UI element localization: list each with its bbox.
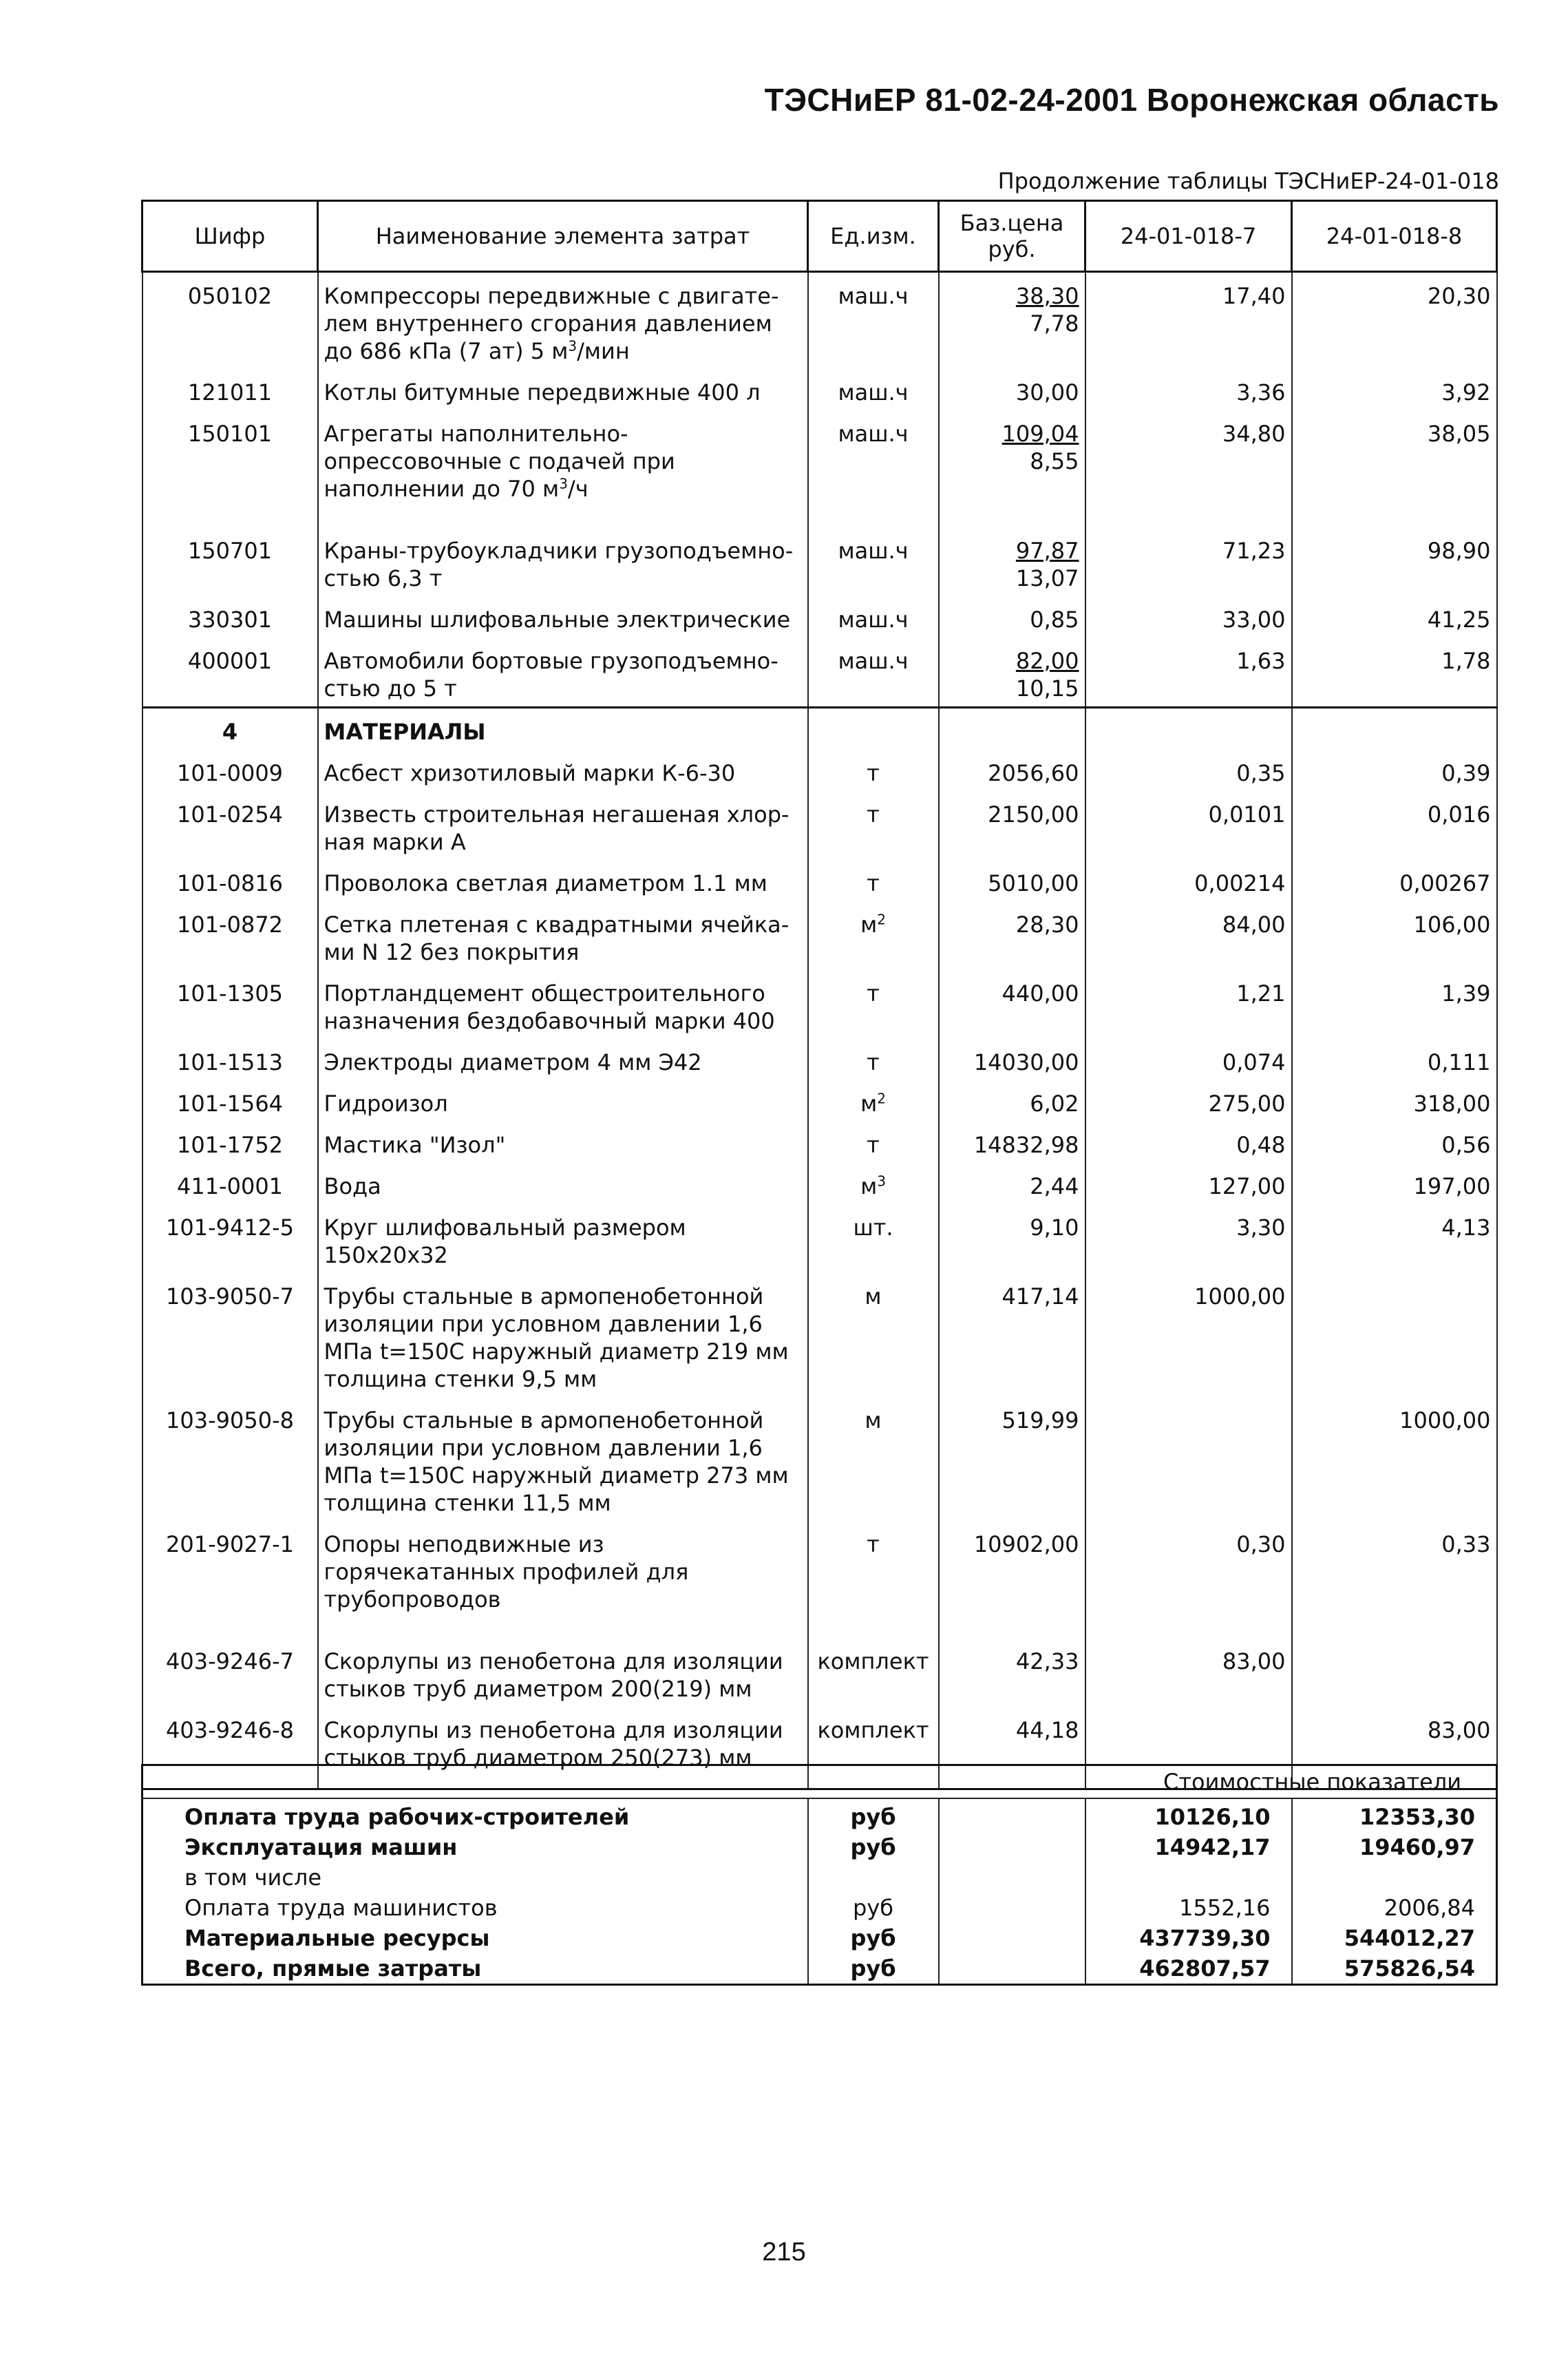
row-name: Трубы стальные в армопенобетонной изоляции при условном давлении 1,6 МПа t=150С наружный диаметр 273 мм толщина стенки 11,5 мм (318, 1397, 808, 1521)
section-row (142, 708, 1497, 750)
row-price: 0,85 (1030, 607, 1079, 633)
row-name: Краны-трубоукладчики грузоподъемно-стью 6,3 т (318, 507, 808, 596)
row-price-wage: 7,78 (1030, 311, 1079, 337)
summary-empty-cell (939, 1832, 1085, 1862)
summary-value-b: 2006,84 (1292, 1893, 1497, 1923)
row-unit: маш.ч (808, 596, 939, 638)
summary-value-a: 14942,17 (1085, 1832, 1292, 1862)
summary-unit: руб (808, 1893, 939, 1923)
row-unit: т (808, 970, 939, 1039)
table-row (142, 901, 1497, 970)
row-price: 2056,60 (939, 750, 1085, 791)
row-unit: т (808, 750, 939, 791)
row-name: Котлы битумные передвижные 400 л (318, 369, 808, 410)
table-row (142, 970, 1497, 1039)
summary-unit: руб (808, 1953, 939, 1985)
row-price: 440,00 (939, 970, 1085, 1039)
row-value-b: 38,05 (1292, 410, 1497, 507)
row-value-b: 3,92 (1292, 369, 1497, 410)
row-unit: т (808, 791, 939, 860)
summary-row (142, 1798, 1497, 1832)
summary-value-a: 1552,16 (1085, 1893, 1292, 1923)
row-value-b: 106,00 (1292, 901, 1497, 970)
row-value-a: 0,35 (1085, 750, 1292, 791)
cost-summary-table (141, 1764, 1498, 1986)
row-value-a: 71,23 (1085, 507, 1292, 596)
table-row (142, 272, 1497, 370)
section-empty-cell (1085, 708, 1292, 750)
row-value-b: 1,78 (1292, 638, 1497, 708)
summary-value-a (1085, 1862, 1292, 1893)
row-price: 97,87 (1015, 538, 1079, 564)
row-price-cell (939, 596, 1085, 638)
row-unit: м (808, 1273, 939, 1397)
row-code: 101-0872 (142, 901, 318, 970)
row-value-b: 197,00 (1292, 1163, 1497, 1204)
row-code: 400001 (142, 638, 318, 708)
row-value-b: 98,90 (1292, 507, 1497, 596)
row-price-wage: 8,55 (1030, 448, 1079, 474)
summary-value-b: 12353,30 (1292, 1798, 1497, 1832)
summary-row (142, 1862, 1497, 1893)
row-value-a: 34,80 (1085, 410, 1292, 507)
row-price: 14030,00 (939, 1039, 1085, 1080)
row-code: 103-9050-7 (142, 1273, 318, 1397)
row-value-b (1292, 1273, 1497, 1397)
row-name: Вода (318, 1163, 808, 1204)
row-name: Круг шлифовальный размером 150x20x32 (318, 1204, 808, 1273)
row-name: Трубы стальные в армопенобетонной изоляции при условном давлении 1,6 МПа t=150С наружный диаметр 219 мм толщина стенки 9,5 мм (318, 1273, 808, 1397)
document-header-title: ТЭСНиЕР 81-02-24-2001 Воронежская область (764, 82, 1499, 118)
table-row (142, 1080, 1497, 1122)
row-value-b: 4,13 (1292, 1204, 1497, 1273)
row-unit: маш.ч (808, 369, 939, 410)
table-row (142, 1204, 1497, 1273)
row-name: Известь строительная негашеная хлор-ная марки А (318, 791, 808, 860)
row-value-a: 0,48 (1085, 1122, 1292, 1163)
row-price-cell (939, 507, 1085, 596)
row-price-wage: 13,07 (1015, 565, 1079, 591)
header-code: Шифр (142, 201, 318, 272)
summary-label: Всего, прямые затраты (142, 1953, 808, 1985)
summary-empty-cell (939, 1923, 1085, 1953)
row-value-b: 0,33 (1292, 1521, 1497, 1617)
row-price: 6,02 (939, 1080, 1085, 1122)
row-price-cell (939, 410, 1085, 507)
row-value-b: 83,00 (1292, 1707, 1497, 1789)
summary-row (142, 1832, 1497, 1862)
row-name: Сетка плетеная с квадратными ячейка-ми N 12 без покрытия (318, 901, 808, 970)
summary-empty-cell (939, 1953, 1085, 1985)
summary-label: в том числе (142, 1862, 808, 1893)
row-price: 82,00 (1015, 648, 1079, 674)
row-unit: комплект (808, 1617, 939, 1707)
row-value-a: 0,30 (1085, 1521, 1292, 1617)
row-code: 403-9246-8 (142, 1707, 318, 1789)
row-value-a: 3,30 (1085, 1204, 1292, 1273)
row-unit: т (808, 1521, 939, 1617)
summary-label: Материальные ресурсы (142, 1923, 808, 1953)
row-value-b: 318,00 (1292, 1080, 1497, 1122)
row-code: 330301 (142, 596, 318, 638)
row-price: 14832,98 (939, 1122, 1085, 1163)
table-row (142, 1163, 1497, 1204)
row-price: 109,04 (1002, 421, 1079, 447)
row-code: 150101 (142, 410, 318, 507)
row-unit: маш.ч (808, 507, 939, 596)
row-value-a: 3,36 (1085, 369, 1292, 410)
row-price: 28,30 (939, 901, 1085, 970)
row-name: Скорлупы из пенобетона для изоляции стыков труб диаметром 250(273) мм (318, 1707, 808, 1789)
row-value-a: 83,00 (1085, 1617, 1292, 1707)
row-value-a: 33,00 (1085, 596, 1292, 638)
row-name: Компрессоры передвижные с двигате-лем внутреннего сгорания давлением до 686 кПа (7 ат) 5 $м^3$/мин (318, 272, 808, 370)
row-value-a: 1000,00 (1085, 1273, 1292, 1397)
summary-caption: Стоимостные показатели (142, 1765, 1497, 1799)
row-value-a (1085, 1397, 1292, 1521)
table-row (142, 638, 1497, 708)
section-empty-cell (1292, 708, 1497, 750)
row-name: Гидроизол (318, 1080, 808, 1122)
row-code: 101-1513 (142, 1039, 318, 1080)
summary-unit (808, 1862, 939, 1893)
table-row (142, 1273, 1497, 1397)
row-value-a: 275,00 (1085, 1080, 1292, 1122)
table-row (142, 791, 1497, 860)
summary-value-b: 544012,27 (1292, 1923, 1497, 1953)
summary-caption-row (142, 1765, 1497, 1799)
table-row (142, 369, 1497, 410)
row-value-a: 0,00214 (1085, 860, 1292, 901)
row-value-a: 1,21 (1085, 970, 1292, 1039)
row-name: Электроды диаметром 4 мм Э42 (318, 1039, 808, 1080)
table-row (142, 1039, 1497, 1080)
row-code: 101-0009 (142, 750, 318, 791)
summary-unit: руб (808, 1798, 939, 1832)
row-unit: $м^2$ (808, 901, 939, 970)
row-price: 2,44 (939, 1163, 1085, 1204)
row-name: Опоры неподвижные из горячекатанных профилей для трубопроводов (318, 1521, 808, 1617)
row-value-b: 0,56 (1292, 1122, 1497, 1163)
row-unit: маш.ч (808, 638, 939, 708)
table-row (142, 1617, 1497, 1707)
row-value-b: 0,016 (1292, 791, 1497, 860)
row-price: 5010,00 (939, 860, 1085, 901)
summary-value-a: 462807,57 (1085, 1953, 1292, 1985)
header-name: Наименование элемента затрат (318, 201, 808, 272)
row-code: 103-9050-8 (142, 1397, 318, 1521)
row-value-b: 1000,00 (1292, 1397, 1497, 1521)
table-continuation-caption: Продолжение таблицы ТЭСНиЕР-24-01-018 (997, 168, 1499, 194)
table-row (142, 596, 1497, 638)
row-unit: $м^2$ (808, 1080, 939, 1122)
summary-value-b: 575826,54 (1292, 1953, 1497, 1985)
row-name: Мастика "Изол" (318, 1122, 808, 1163)
section-code: 4 (142, 708, 318, 750)
summary-value-b (1292, 1862, 1497, 1893)
summary-row (142, 1953, 1497, 1985)
table-row (142, 1521, 1497, 1617)
section-title: МАТЕРИАЛЫ (318, 708, 808, 750)
summary-empty-cell (939, 1862, 1085, 1893)
row-unit: м (808, 1397, 939, 1521)
summary-empty-cell (939, 1893, 1085, 1923)
row-code: 121011 (142, 369, 318, 410)
row-value-b: 1,39 (1292, 970, 1497, 1039)
header-unit: Ед.изм. (808, 201, 939, 272)
table-header-row (142, 201, 1497, 272)
row-value-b: 0,00267 (1292, 860, 1497, 901)
summary-unit: руб (808, 1923, 939, 1953)
row-code: 101-1752 (142, 1122, 318, 1163)
row-unit: шт. (808, 1204, 939, 1273)
row-unit: маш.ч (808, 410, 939, 507)
row-value-b: 0,111 (1292, 1039, 1497, 1080)
row-name: Скорлупы из пенобетона для изоляции стыков труб диаметром 200(219) мм (318, 1617, 808, 1707)
header-col-a: 24-01-018-7 (1085, 201, 1292, 272)
row-value-a: 84,00 (1085, 901, 1292, 970)
row-value-b: 41,25 (1292, 596, 1497, 638)
row-code: 101-1564 (142, 1080, 318, 1122)
row-unit: т (808, 1122, 939, 1163)
row-price: 519,99 (939, 1397, 1085, 1521)
summary-value-b: 19460,97 (1292, 1832, 1497, 1862)
row-code: 101-9412-5 (142, 1204, 318, 1273)
page-number: 215 (762, 2238, 806, 2267)
resources-table (141, 200, 1498, 1790)
row-price: 44,18 (939, 1707, 1085, 1789)
row-code: 101-0254 (142, 791, 318, 860)
row-price: 38,30 (1015, 283, 1079, 309)
row-price: 42,33 (939, 1617, 1085, 1707)
row-price: 417,14 (939, 1273, 1085, 1397)
table-row (142, 410, 1497, 507)
row-price-wage: 10,15 (1015, 675, 1079, 702)
row-value-b (1292, 1617, 1497, 1707)
table-row (142, 860, 1497, 901)
table-row (142, 1122, 1497, 1163)
row-price: 30,00 (1015, 379, 1079, 406)
summary-value-a: 10126,10 (1085, 1798, 1292, 1832)
row-name: Агрегаты наполнительно-опрессовочные с подачей при наполнении до 70 $м^3/ч$ (318, 410, 808, 507)
row-value-b: 20,30 (1292, 272, 1497, 370)
row-unit: маш.ч (808, 272, 939, 370)
table-row (142, 507, 1497, 596)
row-code: 411-0001 (142, 1163, 318, 1204)
row-code: 201-9027-1 (142, 1521, 318, 1617)
row-code: 403-9246-7 (142, 1617, 318, 1707)
row-value-a: 17,40 (1085, 272, 1292, 370)
section-empty-cell (939, 708, 1085, 750)
summary-label: Эксплуатация машин (142, 1832, 808, 1862)
row-value-a: 0,0101 (1085, 791, 1292, 860)
header-price: Баз.цена руб. (939, 201, 1085, 272)
row-name: Асбест хризотиловый марки К-6-30 (318, 750, 808, 791)
table-row (142, 1397, 1497, 1521)
row-code: 101-0816 (142, 860, 318, 901)
summary-row (142, 1893, 1497, 1923)
row-code: 150701 (142, 507, 318, 596)
row-price: 10902,00 (939, 1521, 1085, 1617)
summary-value-a: 437739,30 (1085, 1923, 1292, 1953)
row-code: 101-1305 (142, 970, 318, 1039)
table-row (142, 750, 1497, 791)
row-price: 2150,00 (939, 791, 1085, 860)
row-value-a: 0,074 (1085, 1039, 1292, 1080)
row-price-cell (939, 369, 1085, 410)
row-value-b: 0,39 (1292, 750, 1497, 791)
row-value-a: 127,00 (1085, 1163, 1292, 1204)
header-col-b: 24-01-018-8 (1292, 201, 1497, 272)
row-value-a: 1,63 (1085, 638, 1292, 708)
row-name: Автомобили бортовые грузоподъемно-стью до 5 т (318, 638, 808, 708)
row-price-cell (939, 272, 1085, 370)
summary-empty-cell (939, 1798, 1085, 1832)
row-unit: т (808, 1039, 939, 1080)
summary-label: Оплата труда рабочих-строителей (142, 1798, 808, 1832)
row-unit: $м^3$ (808, 1163, 939, 1204)
summary-unit: руб (808, 1832, 939, 1862)
summary-label: Оплата труда машинистов (142, 1893, 808, 1923)
row-unit: т (808, 860, 939, 901)
row-price: 9,10 (939, 1204, 1085, 1273)
row-name: Машины шлифовальные электрические (318, 596, 808, 638)
row-name: Портландцемент общестроительного назначения бездобавочный марки 400 (318, 970, 808, 1039)
row-code: 050102 (142, 272, 318, 370)
row-name: Проволока светлая диаметром 1.1 мм (318, 860, 808, 901)
section-empty-cell (808, 708, 939, 750)
row-unit: комплект (808, 1707, 939, 1789)
row-price-cell (939, 638, 1085, 708)
summary-row (142, 1923, 1497, 1953)
